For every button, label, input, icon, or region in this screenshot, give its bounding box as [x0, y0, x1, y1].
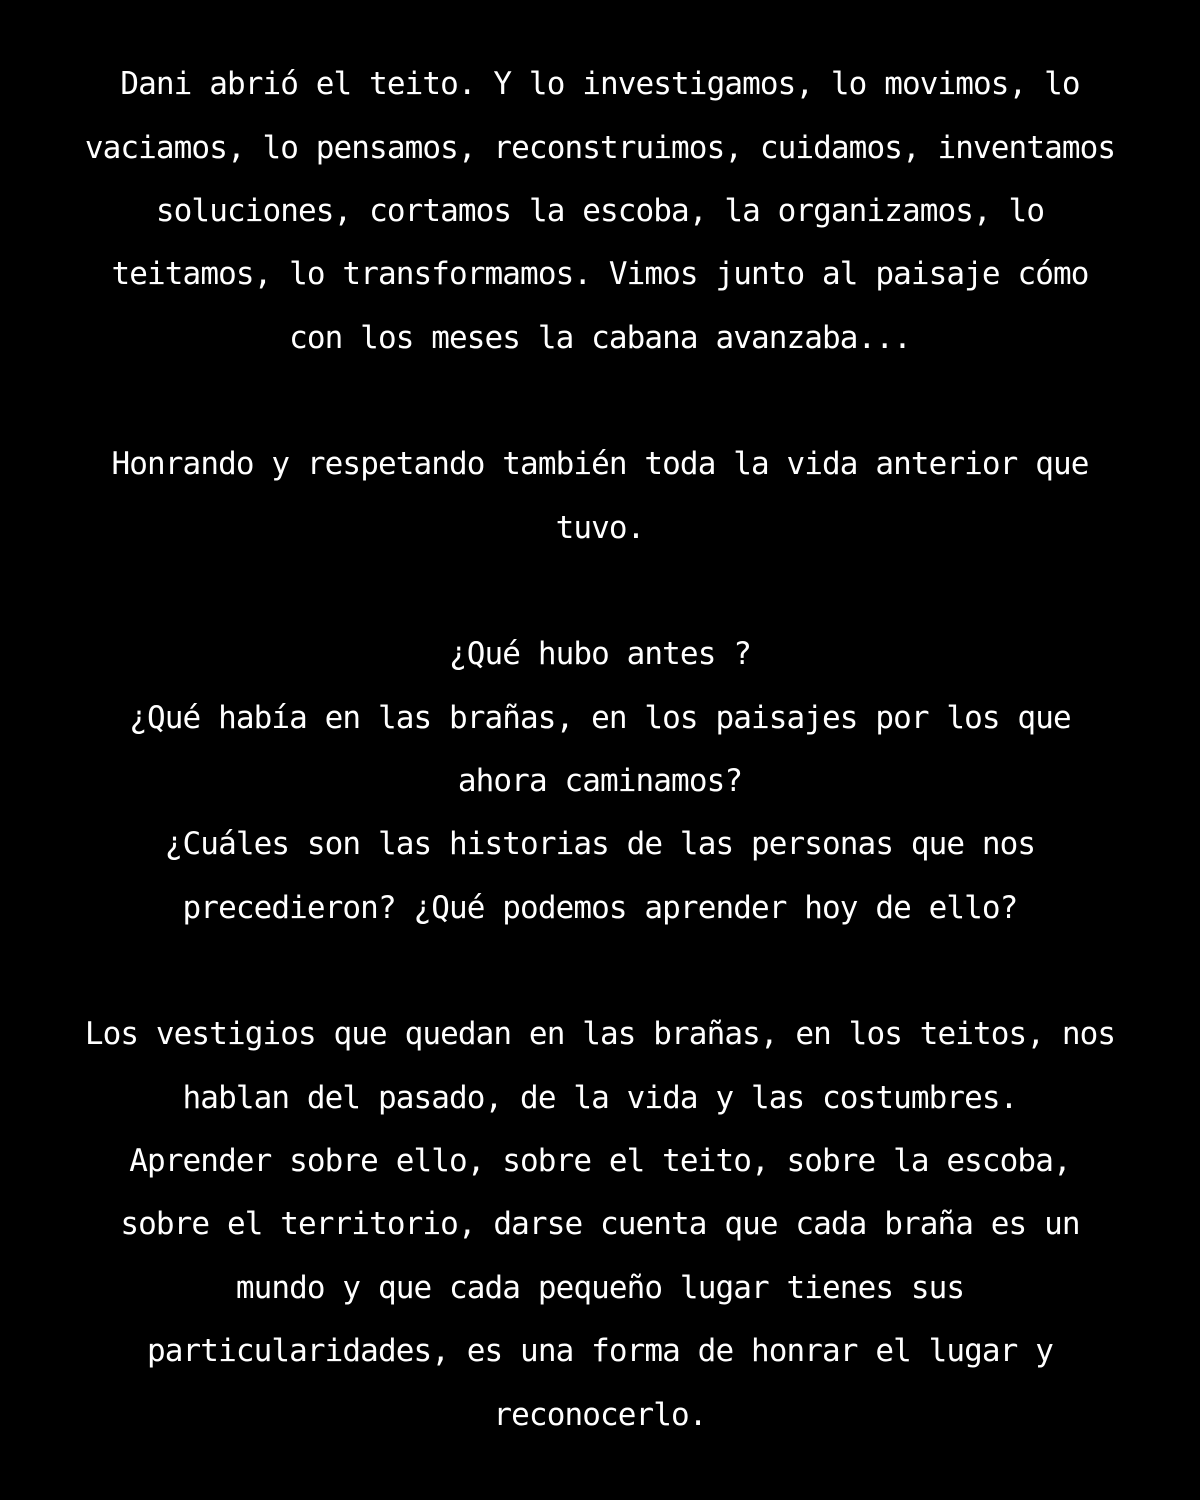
paragraph-4-line-4: sobre el territorio, darse cuenta que cada braña es un	[120, 1206, 1080, 1242]
paragraph-1-line-5: con los meses la cabana avanzaba...	[289, 320, 911, 356]
paragraph-1-line-2: vaciamos, lo pensamos, reconstruimos, cuidamos, inventamos	[84, 130, 1116, 166]
paragraph-4-line-1: Los vestigios que quedan en las brañas, en los teitos, nos	[84, 1016, 1116, 1052]
paragraph-1-line-3: soluciones, cortamos la escoba, la organizamos, lo	[155, 193, 1045, 229]
paragraph-3-line-4: ¿Cuáles son las historias de las personas que nos	[164, 826, 1036, 862]
paragraph-3-line-1: ¿Qué hubo antes ?	[449, 636, 751, 672]
paragraph-1-line-1: Dani abrió el teito. Y lo investigamos, lo movimos, lo	[120, 66, 1080, 102]
paragraph-2-line-1: Honrando y respetando también toda la vida anterior que	[111, 446, 1089, 482]
paragraph-4-line-3: Aprender sobre ello, sobre el teito, sobre la escoba,	[129, 1143, 1071, 1179]
paragraph-4-line-2: hablan del pasado, de la vida y las costumbres.	[182, 1080, 1018, 1116]
paragraph-1-line-4: teitamos, lo transformamos. Vimos junto al paisaje cómo	[111, 256, 1089, 292]
paragraph-3-line-2: ¿Qué había en las brañas, en los paisajes por los que	[129, 700, 1071, 736]
paragraph-2-line-2: tuvo.	[555, 510, 645, 546]
paragraph-4-line-5: mundo y que cada pequeño lugar tienes sus	[235, 1270, 965, 1306]
paragraph-3-line-3: ahora caminamos?	[457, 763, 743, 799]
paragraph-4-line-7: reconocerlo.	[493, 1397, 707, 1433]
paragraph-4-line-6: particularidades, es una forma de honrar el lugar y	[147, 1333, 1053, 1369]
paragraph-3-line-5: precedieron? ¿Qué podemos aprender hoy de ello?	[182, 890, 1018, 926]
